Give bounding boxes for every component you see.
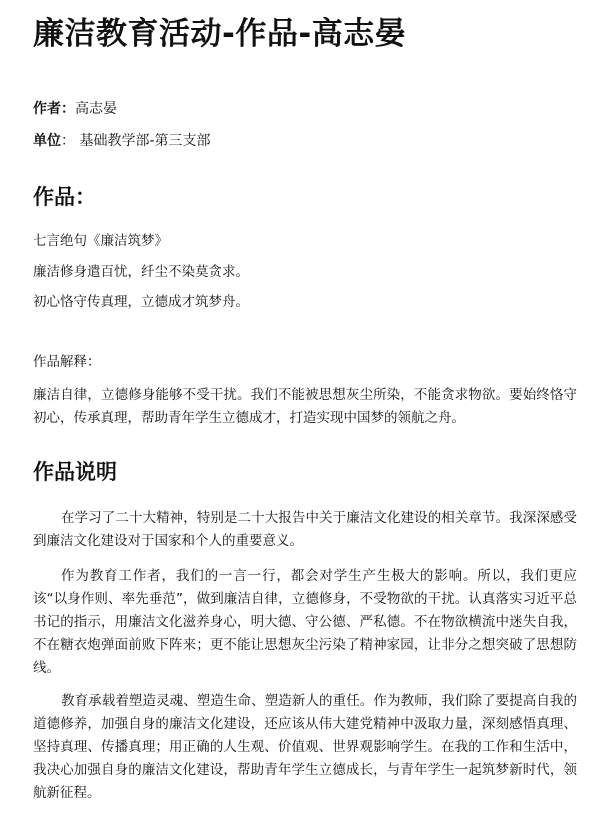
work-heading: 作品： [33, 185, 96, 209]
description-heading: 作品说明 [33, 460, 117, 484]
unit-line [33, 131, 211, 151]
page-title: 廉洁教育活动-作品-高志晏 [33, 16, 407, 52]
unit-separator: ： [61, 133, 75, 149]
author-name: 高志晏 [75, 101, 117, 117]
unit-value: 基础教学部-第三支部 [79, 133, 211, 149]
explain-text: 廉洁自律，立德修身能够不受干扰。我们不能被思想灰尘所染，不能贪求物欲。要始终恪守初心，传承真理，帮助青年学生立德成才，打造实现中国梦的领航之舟。 [33, 387, 577, 426]
description-paragraph: 在学习了二十大精神，特别是二十大报告中关于廉洁文化建设的相关章节。我深深感受到廉洁文化建设对于国家和个人的重要意义。 [33, 510, 577, 549]
poem-line: 初心恪守传真理，立德成才筑梦舟。 [33, 294, 249, 310]
poem-title: 七言绝句《廉洁筑梦》 [33, 233, 168, 249]
poem-line: 廉洁修身遣百忧，纤尘不染莫贪求。 [33, 264, 249, 280]
description-paragraph: 教育承载着塑造灵魂、塑造生命、塑造新人的重任。作为教师，我们除了要提高自我的道德修养，加强自身的廉洁文化建设，还应该从伟大建党精神中汲取力量，深刻感悟真理、坚持真理、传播真理；用正确的人生观、价值观、世界观影响学生。在我的工作和生活中，我决心加强自身的廉洁文化建设，帮助青年学生立德成长，与青年学生一起筑梦新时代，领航新征程。 [33, 693, 577, 801]
unit-label: 单位 [33, 133, 61, 149]
description-paragraph: 作为教育工作者，我们的一言一行，都会对学生产生极大的影响。所以，我们更应该“以身作则、率先垂范”，做到廉洁自律，立德修身，不受物欲的干扰。认真落实习近平总书记的指示，用廉洁文化滋养身心，明大德、守公德、严私德。不在物欲横流中迷失自我，不在糖衣炮弹面前败下阵来；更不能让思想灰尘污染了精神家园，让非分之想突破了思想防线。 [33, 568, 577, 676]
author-line [33, 99, 117, 119]
author-label: 作者： [33, 101, 75, 117]
explain-label: 作品解释： [33, 354, 101, 370]
